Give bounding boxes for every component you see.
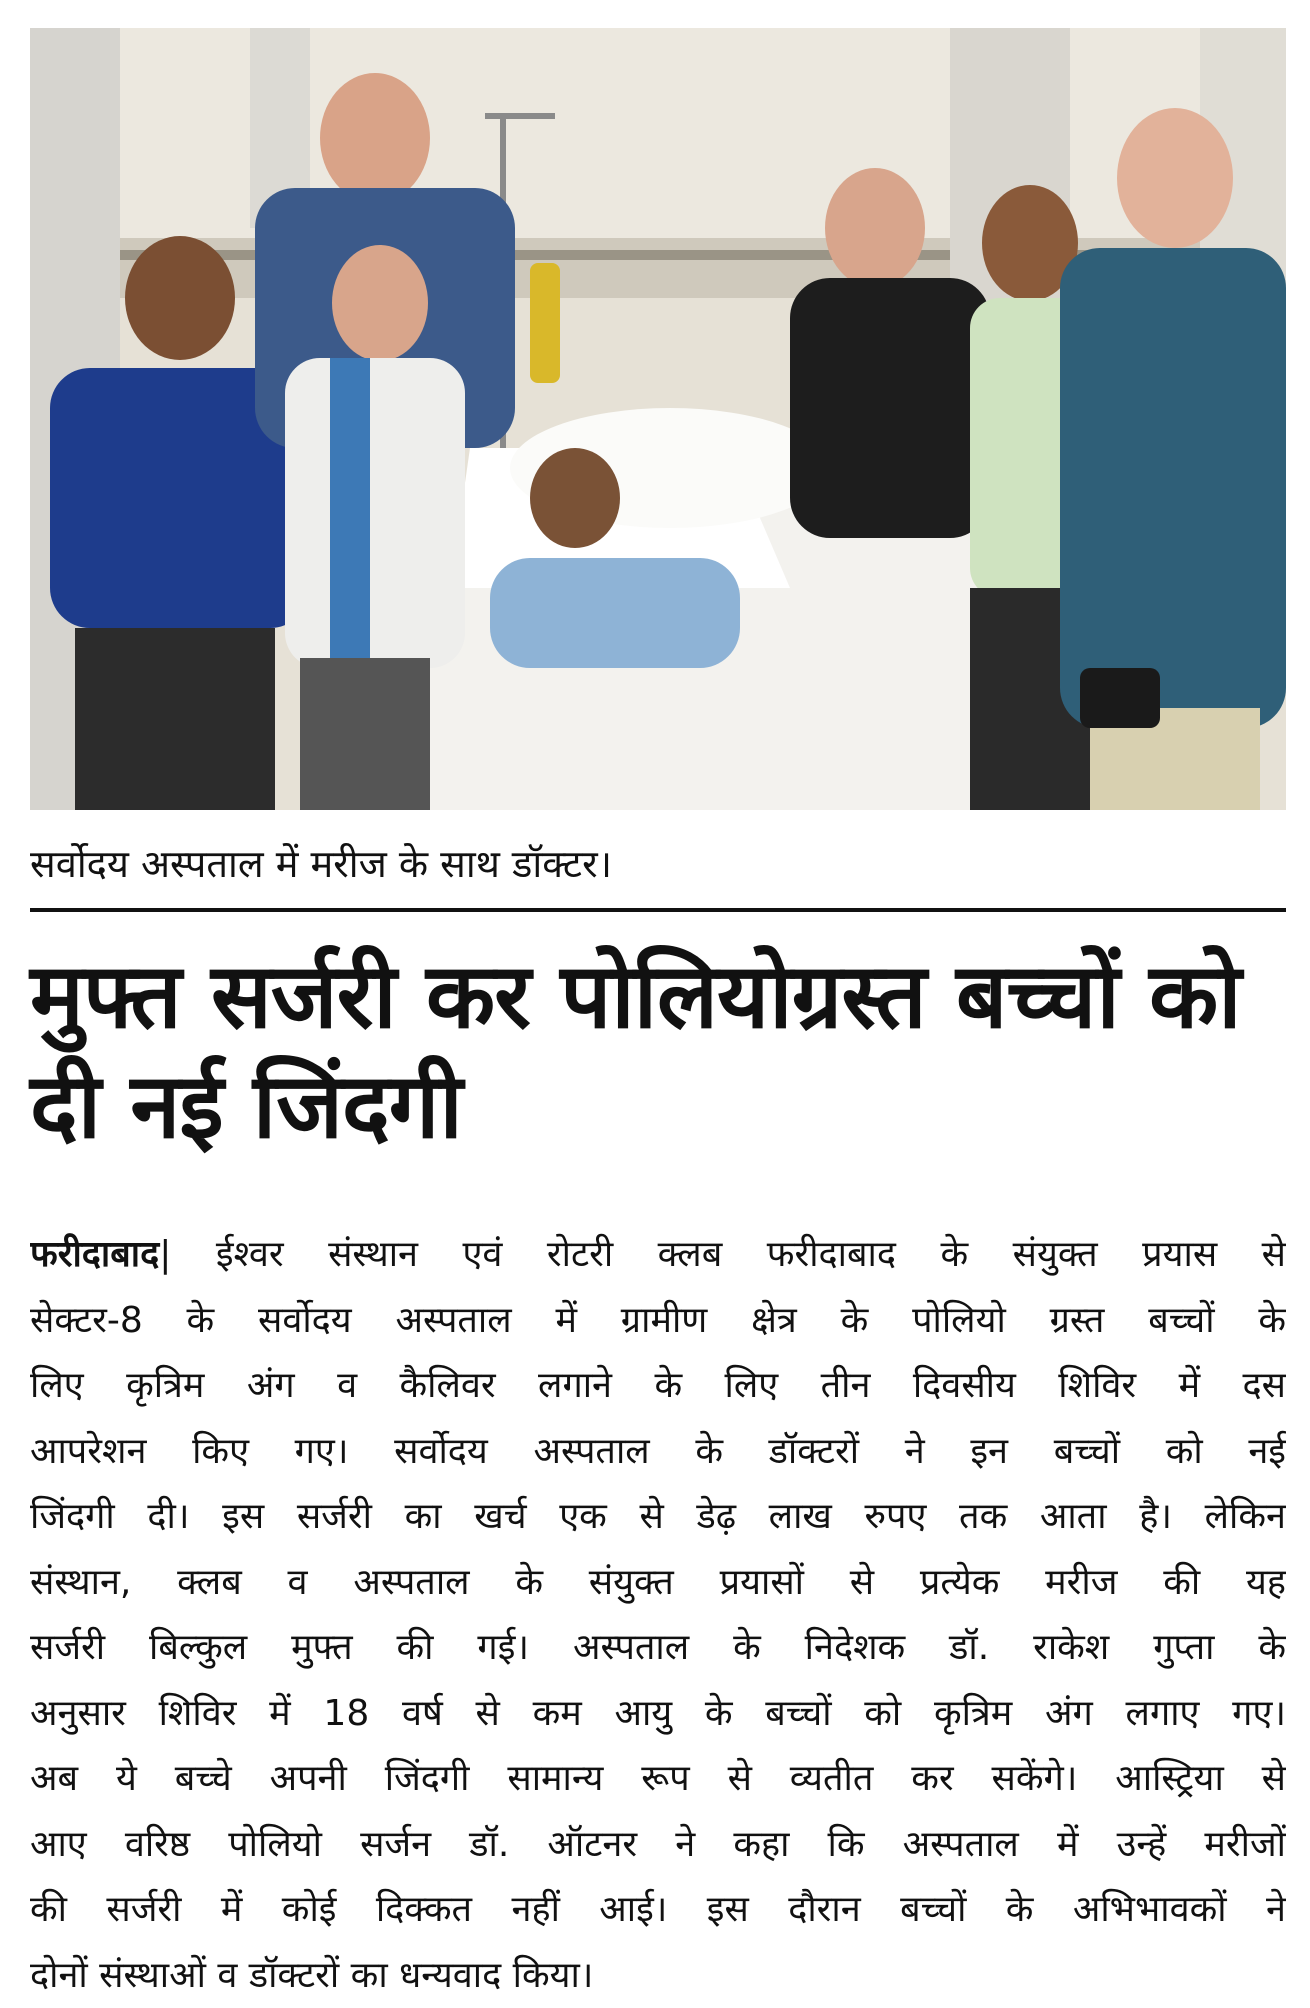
article-line: अनुसार शिविर में 18 वर्ष से कम आयु के बच्चों को कृत्रिम अंग लगाए गए। bbox=[30, 1681, 1286, 1747]
hospital-room-image bbox=[30, 28, 1286, 810]
article-line: संस्थान, क्लब व अस्पताल के संयुक्त प्रयासों से प्रत्येक मरीज की यह bbox=[30, 1550, 1286, 1616]
dateline: फरीदाबाद bbox=[30, 1234, 159, 1275]
headline-line-2: दी नई जिंदगी bbox=[30, 1052, 1286, 1162]
article-line: जिंदगी दी। इस सर्जरी का खर्च एक से डेढ़ लाख रुपए तक आता है। लेकिन bbox=[30, 1484, 1286, 1550]
article-line: आए वरिष्ठ पोलियो सर्जन डॉ. ऑटनर ने कहा कि अस्पताल में उन्हें मरीजों bbox=[30, 1812, 1286, 1878]
photo-caption: सर्वोदय अस्पताल में मरीज के साथ डॉक्टर। bbox=[30, 838, 1280, 890]
article-line: आपरेशन किए गए। सर्वोदय अस्पताल के डॉक्टरों ने इन बच्चों को नई bbox=[30, 1419, 1286, 1485]
article-body bbox=[30, 1222, 1286, 2008]
article-line: सेक्टर-8 के सर्वोदय अस्पताल में ग्रामीण क्षेत्र के पोलियो ग्रस्त बच्चों के bbox=[30, 1288, 1286, 1354]
article-line: अब ये बच्चे अपनी जिंदगी सामान्य रूप से व्यतीत कर सकेंगे। आस्ट्रिया से bbox=[30, 1746, 1286, 1812]
headline-line-1: मुफ्त सर्जरी कर पोलियोग्रस्त बच्चों को bbox=[30, 942, 1286, 1052]
article-line: सर्जरी बिल्कुल मुफ्त की गई। अस्पताल के निदेशक डॉ. राकेश गुप्ता के bbox=[30, 1615, 1286, 1681]
article-line: लिए कृत्रिम अंग व कैलिवर लगाने के लिए तीन दिवसीय शिविर में दस bbox=[30, 1353, 1286, 1419]
article-line: दोनों संस्थाओं व डॉक्टरों का धन्यवाद किया। bbox=[30, 1943, 1286, 2008]
section-divider bbox=[30, 908, 1286, 912]
article-line-text: ईश्वर संस्थान एवं रोटरी क्लब फरीदाबाद के संयुक्त प्रयास से bbox=[216, 1234, 1286, 1275]
dateline-separator: | bbox=[159, 1234, 171, 1275]
article-line: की सर्जरी में कोई दिक्कत नहीं आई। इस दौरान बच्चों के अभिभावकों ने bbox=[30, 1877, 1286, 1943]
article-line bbox=[30, 1222, 1286, 1288]
article-headline bbox=[30, 942, 1286, 1162]
news-photo bbox=[30, 28, 1286, 810]
